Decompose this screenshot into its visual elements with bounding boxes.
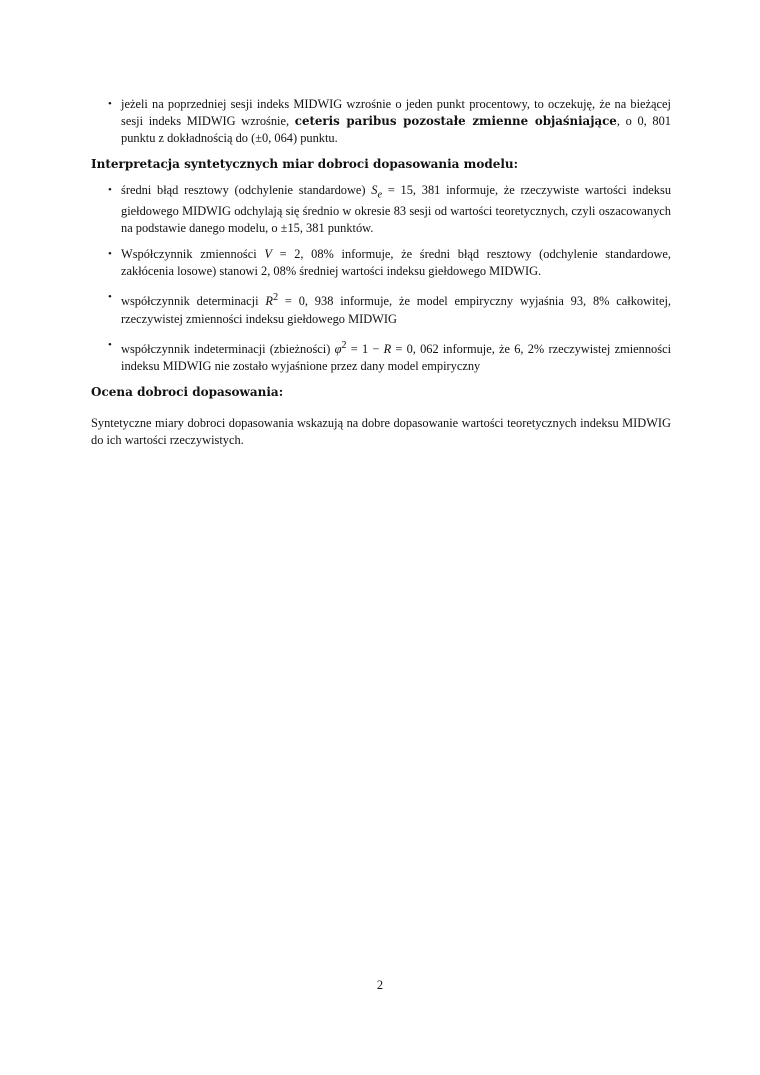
math-superscript: 2: [341, 339, 347, 351]
math-symbol: R: [265, 294, 273, 309]
item-text: = 0, 062 informuje, że 6, 2% rzeczywistej zmienności indeksu MIDWIG nie zostało wyjaśnione przez dany model empiryczny: [121, 341, 672, 373]
math-subscript: e: [377, 189, 383, 201]
intro-text-end: , o 0, 801 punktu z dokładnością do (±0, 064) punktu.: [121, 114, 672, 145]
list-item: [91, 182, 671, 237]
bullet-icon: •: [108, 291, 112, 304]
item-text: = 15, 381 informuje, że rzeczywiste wartości indeksu giełdowego MIDWIG odchylają się średnio w okresie 83 sesji od wartości teoretycznych, czyli oszacowanych na podstawie danego modelu, o ±15, 381 punktów.: [121, 183, 672, 236]
bullet-icon: •: [108, 184, 112, 196]
item-text: = 1 −: [346, 341, 384, 356]
intro-text: jeżeli na poprzedniej sesji indeks MIDWIG wzrośnie o jeden punkt procentowy, to oczekuję, że na bieżącej sesji indeks MIDWIG wzrośnie,: [121, 97, 671, 128]
intro-bold-text: ceteris paribus pozostałe zmienne objaśniające: [294, 114, 617, 128]
fit-measures-list: [91, 182, 671, 375]
bullet-icon: •: [108, 98, 112, 110]
item-text: = 2, 08% informuje, że średni błąd resztowy (odchylenie standardowe, zakłócenia losowe) stanowi 2, 08% średniej wartości indeksu giełdowego MIDWIG.: [121, 247, 671, 279]
intro-bullet-list: [91, 96, 671, 147]
list-item: [91, 96, 671, 147]
math-symbol: S: [371, 183, 378, 197]
item-text: = 0, 938 informuje, że model empiryczny wyjaśnia 93, 8% całkowitej, rzeczywistej zmienności indeksu giełdowego MIDWIG: [121, 294, 671, 326]
bullet-icon: •: [108, 248, 112, 261]
section-heading-fit-assessment: Ocena dobroci dopasowania:: [91, 384, 284, 399]
item-text: współczynnik determinacji: [121, 294, 266, 309]
page-content: [91, 96, 671, 449]
item-text: średni błąd resztowy (odchylenie standardowe): [121, 183, 372, 197]
item-text: współczynnik indeterminacji (zbieżności): [121, 341, 335, 356]
list-item: [91, 246, 671, 280]
assessment-paragraph: Syntetyczne miary dobroci dopasowania wskazują na dobre dopasowanie wartości teoretycznych indeksu MIDWIG do ich wartości rzeczywistych.: [91, 415, 671, 447]
math-symbol: R: [383, 341, 392, 356]
bullet-icon: •: [108, 338, 112, 351]
page-number: 2: [376, 978, 384, 992]
section-heading-fit-measures: Interpretacja syntetycznych miar dobroci dopasowania modelu:: [91, 157, 519, 171]
list-item: [91, 289, 671, 327]
math-symbol: φ: [334, 341, 342, 356]
list-item: [91, 337, 671, 375]
math-symbol: V: [264, 247, 272, 262]
math-superscript: 2: [272, 292, 279, 304]
item-text: Współczynnik zmienności: [121, 247, 265, 262]
